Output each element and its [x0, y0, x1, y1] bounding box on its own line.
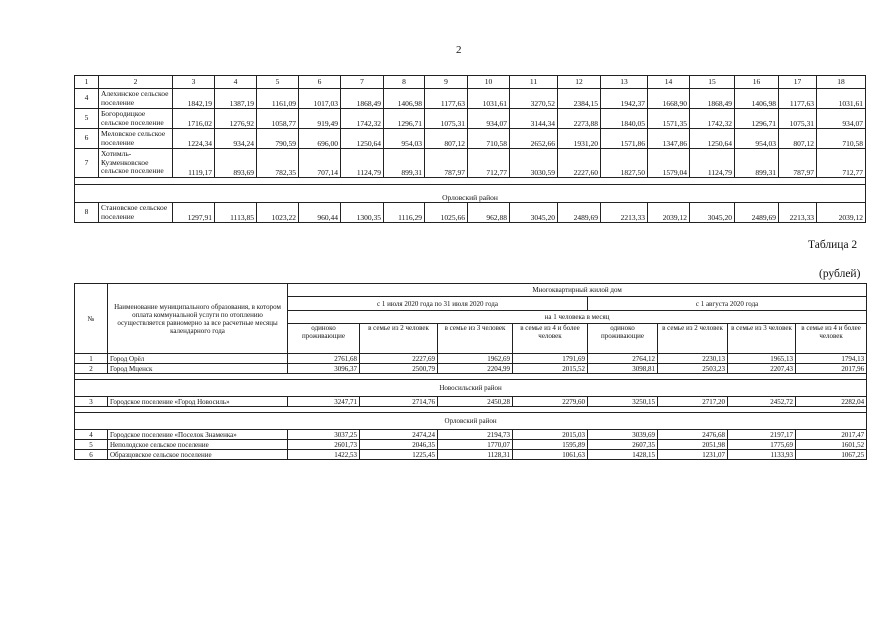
value-cell: 1124,79 [341, 149, 384, 178]
value-cell: 1868,49 [341, 89, 384, 109]
municipality-name: Богородицкое сельское поселение [99, 109, 173, 129]
column-number-header: 5 [257, 76, 299, 89]
sub-header: одиноко проживающие [288, 324, 360, 354]
value-cell: 899,31 [735, 149, 779, 178]
value-cell: 2601,73 [288, 440, 360, 450]
table-row [75, 109, 866, 129]
column-header-number: № [75, 284, 108, 354]
value-cell: 2503,23 [658, 364, 728, 374]
municipality-name: Городское поселение «Город Новосиль» [108, 397, 288, 407]
municipality-name: Город Орёл [108, 354, 288, 364]
value-cell: 1387,19 [215, 89, 257, 109]
column-number-header: 7 [341, 76, 384, 89]
value-cell: 1579,04 [648, 149, 690, 178]
value-cell: 1931,20 [558, 129, 601, 149]
value-cell: 2015,03 [513, 430, 588, 440]
value-cell: 1868,49 [690, 89, 735, 109]
spacer-row [75, 178, 866, 185]
value-cell: 2279,60 [513, 397, 588, 407]
column-number-header: 13 [601, 76, 648, 89]
column-number-header: 10 [468, 76, 510, 89]
value-cell: 712,77 [468, 149, 510, 178]
value-cell: 1347,86 [648, 129, 690, 149]
value-cell: 1601,52 [796, 440, 867, 450]
value-cell: 899,31 [384, 149, 425, 178]
table-row [75, 450, 867, 460]
district-row [75, 380, 867, 397]
value-cell: 1058,77 [257, 109, 299, 129]
table-row [75, 129, 866, 149]
value-cell: 710,58 [817, 129, 866, 149]
value-cell: 919,49 [299, 109, 341, 129]
value-cell: 2207,43 [728, 364, 796, 374]
column-number-header: 11 [510, 76, 558, 89]
value-cell: 1296,71 [384, 109, 425, 129]
value-cell: 3045,20 [690, 203, 735, 223]
period-1-header: с 1 июля 2020 года по 31 июля 2020 года [288, 297, 588, 311]
value-cell: 960,44 [299, 203, 341, 223]
district-name: Орловский район [75, 413, 867, 430]
row-number: 5 [75, 440, 108, 450]
value-cell: 1794,13 [796, 354, 867, 364]
value-cell: 1842,19 [173, 89, 215, 109]
page-number: 2 [456, 44, 462, 56]
value-cell: 2213,33 [779, 203, 817, 223]
value-cell: 1075,31 [425, 109, 468, 129]
value-cell: 1422,53 [288, 450, 360, 460]
value-cell: 3045,20 [510, 203, 558, 223]
column-number-header: 14 [648, 76, 690, 89]
value-cell: 807,12 [779, 129, 817, 149]
district-row [75, 185, 866, 203]
value-cell: 1571,35 [648, 109, 690, 129]
value-cell: 934,24 [215, 129, 257, 149]
table-row [75, 149, 866, 178]
value-cell: 1775,69 [728, 440, 796, 450]
value-cell: 707,14 [299, 149, 341, 178]
value-cell: 1250,64 [690, 129, 735, 149]
table-2-units: (рублей) [819, 268, 861, 280]
value-cell: 710,58 [468, 129, 510, 149]
value-cell: 787,97 [425, 149, 468, 178]
municipality-name: Алехинское сельское поселение [99, 89, 173, 109]
value-cell: 807,12 [425, 129, 468, 149]
value-cell: 1025,66 [425, 203, 468, 223]
municipality-name: Город Мценск [108, 364, 288, 374]
table-2 [74, 283, 867, 460]
value-cell: 2039,12 [648, 203, 690, 223]
value-cell: 1177,63 [425, 89, 468, 109]
value-cell: 1225,45 [360, 450, 438, 460]
value-cell: 1177,63 [779, 89, 817, 109]
table-row [75, 430, 867, 440]
value-cell: 2489,69 [735, 203, 779, 223]
row-number: 1 [75, 354, 108, 364]
value-cell: 2046,35 [360, 440, 438, 450]
table-2-caption: Таблица 2 [808, 239, 858, 251]
value-cell: 1827,50 [601, 149, 648, 178]
municipality-name: Образцовское сельское поселение [108, 450, 288, 460]
value-cell: 1119,17 [173, 149, 215, 178]
column-header-name: Наименование муниципального образования, в котором оплата коммунальной услуги по отоплению осуществляется равномерно за все расчетные месяцы календарного года [108, 284, 288, 354]
value-cell: 1017,03 [299, 89, 341, 109]
value-cell: 2213,33 [601, 203, 648, 223]
municipality-name: Меловское сельское поселение [99, 129, 173, 149]
value-cell: 1595,89 [513, 440, 588, 450]
table-row [75, 203, 866, 223]
value-cell: 1406,98 [384, 89, 425, 109]
value-cell: 1962,69 [438, 354, 513, 364]
period-2-header: с 1 августа 2020 года [588, 297, 867, 311]
sub-header: в семье из 3 человек [438, 324, 513, 354]
value-cell: 1124,79 [690, 149, 735, 178]
value-cell: 2273,88 [558, 109, 601, 129]
column-number-header: 15 [690, 76, 735, 89]
value-cell: 1571,86 [601, 129, 648, 149]
column-number-header: 9 [425, 76, 468, 89]
row-number: 6 [75, 450, 108, 460]
value-cell: 2227,69 [360, 354, 438, 364]
value-cell: 2489,69 [558, 203, 601, 223]
column-number-header: 17 [779, 76, 817, 89]
value-cell: 954,03 [384, 129, 425, 149]
value-cell: 782,35 [257, 149, 299, 178]
column-number-header: 2 [99, 76, 173, 89]
value-cell: 2500,79 [360, 364, 438, 374]
per-person-header: на 1 человека в месяц [288, 311, 867, 324]
value-cell: 1668,90 [648, 89, 690, 109]
value-cell: 1965,13 [728, 354, 796, 364]
value-cell: 1075,31 [779, 109, 817, 129]
value-cell: 3250,15 [588, 397, 658, 407]
value-cell: 1061,63 [513, 450, 588, 460]
value-cell: 2652,66 [510, 129, 558, 149]
row-number: 8 [75, 203, 99, 223]
value-cell: 712,77 [817, 149, 866, 178]
value-cell: 1942,37 [601, 89, 648, 109]
value-cell: 3037,25 [288, 430, 360, 440]
value-cell: 1067,25 [796, 450, 867, 460]
value-cell: 3096,37 [288, 364, 360, 374]
column-number-header: 6 [299, 76, 341, 89]
table-row [75, 440, 867, 450]
value-cell: 2474,24 [360, 430, 438, 440]
spacer-cell [75, 178, 866, 185]
sub-header: в семье из 2 человек [360, 324, 438, 354]
row-number: 6 [75, 129, 99, 149]
district-name: Орловский район [75, 185, 866, 203]
value-cell: 3030,59 [510, 149, 558, 178]
row-number: 3 [75, 397, 108, 407]
value-cell: 2761,68 [288, 354, 360, 364]
sub-header: в семье из 3 человек [728, 324, 796, 354]
value-cell: 2764,12 [588, 354, 658, 364]
value-cell: 3039,69 [588, 430, 658, 440]
row-number: 4 [75, 430, 108, 440]
column-number-header: 12 [558, 76, 601, 89]
value-cell: 1770,07 [438, 440, 513, 450]
value-cell: 1300,35 [341, 203, 384, 223]
value-cell: 2194,73 [438, 430, 513, 440]
value-cell: 934,07 [817, 109, 866, 129]
value-cell: 2476,68 [658, 430, 728, 440]
value-cell: 3270,52 [510, 89, 558, 109]
value-cell: 1297,91 [173, 203, 215, 223]
district-name: Новосильский район [75, 380, 867, 397]
value-cell: 1023,22 [257, 203, 299, 223]
value-cell: 1224,34 [173, 129, 215, 149]
value-cell: 1113,85 [215, 203, 257, 223]
value-cell: 1296,71 [735, 109, 779, 129]
column-number-header: 16 [735, 76, 779, 89]
municipality-name: Хотимль-Кузменковское сельское поселение [99, 149, 173, 178]
row-number: 2 [75, 364, 108, 374]
value-cell: 2227,60 [558, 149, 601, 178]
value-cell: 2230,13 [658, 354, 728, 364]
sub-header: в семье из 2 человек [658, 324, 728, 354]
table-row [75, 397, 867, 407]
table-row [75, 354, 867, 364]
table-1-header-row [75, 76, 866, 89]
value-cell: 2051,98 [658, 440, 728, 450]
value-cell: 696,00 [299, 129, 341, 149]
value-cell: 2039,12 [817, 203, 866, 223]
value-cell: 1791,69 [513, 354, 588, 364]
column-number-header: 1 [75, 76, 99, 89]
municipality-name: Становское сельское поселение [99, 203, 173, 223]
value-cell: 1161,09 [257, 89, 299, 109]
value-cell: 934,07 [468, 109, 510, 129]
value-cell: 1250,64 [341, 129, 384, 149]
column-number-header: 18 [817, 76, 866, 89]
column-number-header: 8 [384, 76, 425, 89]
value-cell: 1116,29 [384, 203, 425, 223]
value-cell: 1031,61 [817, 89, 866, 109]
municipality-name: Городское поселение «Поселок Знаменка» [108, 430, 288, 440]
value-cell: 1428,15 [588, 450, 658, 460]
group-header: Многоквартирный жилой дом [288, 284, 867, 297]
row-number: 7 [75, 149, 99, 178]
value-cell: 1742,32 [341, 109, 384, 129]
value-cell: 2717,20 [658, 397, 728, 407]
column-number-header: 3 [173, 76, 215, 89]
value-cell: 2017,47 [796, 430, 867, 440]
value-cell: 1716,02 [173, 109, 215, 129]
district-row [75, 413, 867, 430]
sub-header: в семье из 4 и более человек [513, 324, 588, 354]
value-cell: 790,59 [257, 129, 299, 149]
value-cell: 2452,72 [728, 397, 796, 407]
sub-header: одиноко проживающие [588, 324, 658, 354]
value-cell: 2204,99 [438, 364, 513, 374]
column-number-header: 4 [215, 76, 257, 89]
table-row [75, 89, 866, 109]
value-cell: 3098,81 [588, 364, 658, 374]
value-cell: 962,88 [468, 203, 510, 223]
value-cell: 3247,71 [288, 397, 360, 407]
sub-header: в семье из 4 и более человек [796, 324, 867, 354]
table-row [75, 364, 867, 374]
value-cell: 1840,05 [601, 109, 648, 129]
value-cell: 1406,98 [735, 89, 779, 109]
municipality-name: Неполодское сельское поселение [108, 440, 288, 450]
value-cell: 1128,31 [438, 450, 513, 460]
value-cell: 1031,61 [468, 89, 510, 109]
value-cell: 1276,92 [215, 109, 257, 129]
value-cell: 2017,96 [796, 364, 867, 374]
value-cell: 2714,76 [360, 397, 438, 407]
value-cell: 1133,93 [728, 450, 796, 460]
value-cell: 2450,28 [438, 397, 513, 407]
value-cell: 2282,04 [796, 397, 867, 407]
value-cell: 787,97 [779, 149, 817, 178]
table-1 [74, 75, 866, 223]
row-number: 5 [75, 109, 99, 129]
value-cell: 1742,32 [690, 109, 735, 129]
value-cell: 2015,52 [513, 364, 588, 374]
value-cell: 954,03 [735, 129, 779, 149]
value-cell: 1231,07 [658, 450, 728, 460]
value-cell: 893,69 [215, 149, 257, 178]
value-cell: 2197,17 [728, 430, 796, 440]
value-cell: 2607,35 [588, 440, 658, 450]
row-number: 4 [75, 89, 99, 109]
value-cell: 2384,15 [558, 89, 601, 109]
value-cell: 3144,34 [510, 109, 558, 129]
